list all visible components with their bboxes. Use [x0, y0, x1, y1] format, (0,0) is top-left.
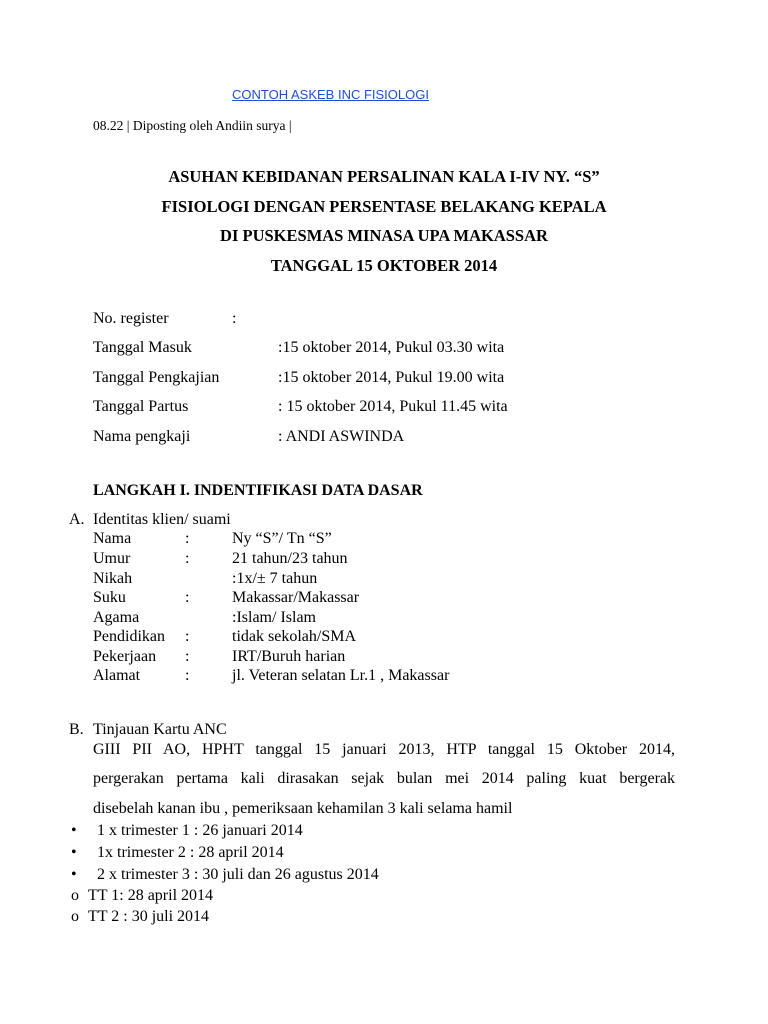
assessor-name-value: : ANDI ASWINDA	[278, 428, 405, 445]
section-b-marker: B.	[69, 721, 84, 738]
bullet-marker: •	[71, 866, 77, 883]
identity-row-value: Ny “S”/ Tn “S”	[232, 530, 332, 547]
sub-bullet-marker: o	[71, 887, 79, 904]
section-a-marker: A.	[69, 511, 85, 528]
identity-row-label: Nama	[93, 530, 132, 547]
post-meta: 08.22 | Diposting oleh Andiin surya |	[93, 118, 292, 133]
bullet-text: 2 x trimester 3 : 30 juli dan 26 agustus 2014	[97, 866, 379, 883]
identity-row-label: Suku	[93, 589, 126, 606]
assessment-date-label: Tanggal Pengkajian	[93, 369, 220, 386]
bullet-text: 1 x trimester 1 : 26 januari 2014	[97, 822, 303, 839]
identity-row-value: tidak sekolah/SMA	[232, 628, 356, 645]
section-b-title: Tinjauan Kartu ANC	[93, 721, 227, 738]
bullet-text: TT 2 : 30 juli 2014	[88, 908, 210, 925]
delivery-date-value: : 15 oktober 2014, Pukul 11.45 wita	[278, 398, 508, 415]
identity-row-value: :1x/± 7 tahun	[232, 570, 318, 587]
identity-row-label: Nikah	[93, 570, 133, 587]
anc-paragraph-line: disebelah kanan ibu , pemeriksaan kehamilan 3 kali selama hamil	[93, 800, 513, 817]
doc-title-line-4: TANGGAL 15 OKTOBER 2014	[270, 256, 498, 275]
register-colon: :	[232, 310, 237, 327]
bullet-text: TT 1: 28 april 2014	[88, 887, 214, 904]
doc-title-line-3: DI PUSKESMAS MINASA UPA MAKASSAR	[220, 226, 548, 245]
assessor-name-label: Nama pengkaji	[93, 428, 191, 445]
identity-row-value: Makassar/Makassar	[232, 589, 360, 606]
identity-row-label: Umur	[93, 550, 131, 567]
bullet-text: 1x trimester 2 : 28 april 2014	[97, 844, 284, 861]
identity-row-label: Agama	[93, 609, 140, 626]
sub-bullet-marker: o	[71, 908, 79, 925]
identity-row-value: jl. Veteran selatan Lr.1 , Makassar	[232, 667, 450, 684]
identity-row-colon: :	[185, 550, 190, 567]
identity-row-value: :Islam/ Islam	[232, 609, 316, 626]
delivery-date-label: Tanggal Partus	[93, 398, 189, 415]
identity-row-colon: :	[185, 589, 190, 606]
doc-title-line-2: FISIOLOGI DENGAN PERSENTASE BELAKANG KEPALA	[161, 197, 607, 216]
bullet-marker: •	[71, 844, 77, 861]
identity-row-label: Pendidikan	[93, 628, 165, 645]
identity-row-value: IRT/Buruh harian	[232, 648, 346, 665]
identity-row-colon: :	[185, 648, 190, 665]
identity-row-value: 21 tahun/23 tahun	[232, 550, 348, 567]
anc-paragraph-line: pergerakan pertama kali dirasakan sejak bulan mei 2014 paling kuat bergerak	[93, 770, 675, 787]
section-a-title: Identitas klien/ suami	[93, 511, 231, 528]
post-title-link[interactable]: CONTOH ASKEB INC FISIOLOGI	[232, 87, 429, 102]
identity-row-label: Alamat	[93, 667, 141, 684]
identity-row-colon: :	[185, 530, 190, 547]
bullet-marker: •	[71, 822, 77, 839]
step-heading: LANGKAH I. INDENTIFIKASI DATA DASAR	[93, 482, 423, 499]
identity-row-colon: :	[185, 628, 190, 645]
assessment-date-value: :15 oktober 2014, Pukul 19.00 wita	[278, 369, 505, 386]
identity-row-colon: :	[185, 667, 190, 684]
admission-date-label: Tanggal Masuk	[93, 339, 192, 356]
identity-row-label: Pekerjaan	[93, 648, 157, 665]
admission-date-value: :15 oktober 2014, Pukul 03.30 wita	[278, 339, 505, 356]
register-label: No. register	[93, 310, 169, 327]
anc-paragraph-line: GIII PII AO, HPHT tanggal 15 januari 2013, HTP tanggal 15 Oktober 2014,	[93, 741, 675, 758]
doc-title-line-1: ASUHAN KEBIDANAN PERSALINAN KALA I-IV NY. “S”	[168, 167, 600, 186]
